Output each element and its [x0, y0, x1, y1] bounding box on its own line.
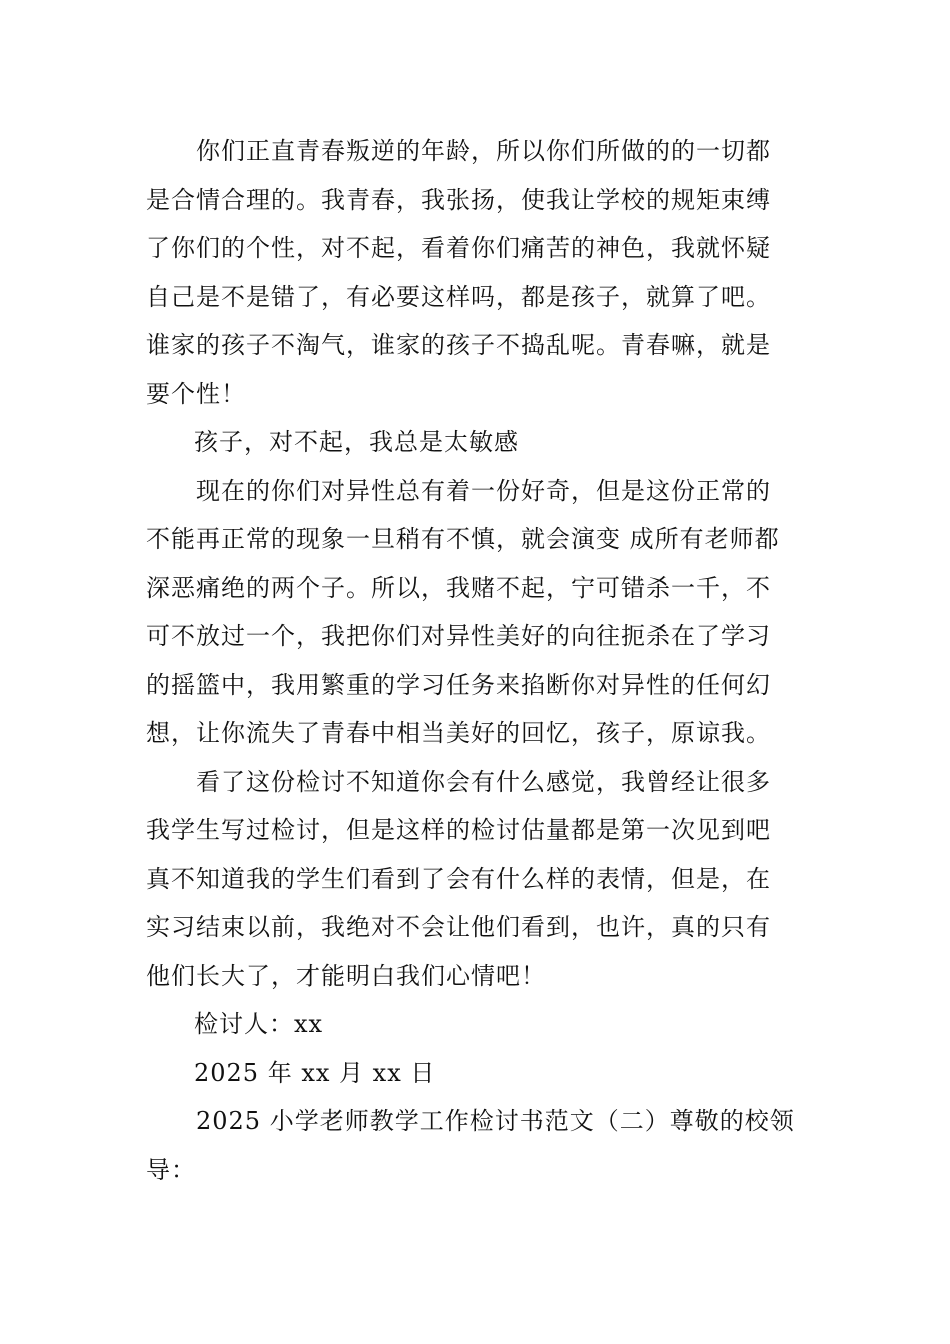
paragraph-line: 可不放过一个，我把你们对异性美好的向往扼杀在了学习	[146, 622, 771, 650]
paragraph-line: 真不知道我的学生们看到了会有什么样的表情，但是，在	[146, 864, 771, 893]
paragraph-line: 是合情合理的。我青春，我张扬，使我让学校的规矩束缚	[146, 185, 771, 214]
paragraph-line: 导：	[146, 1155, 196, 1184]
paragraph-line: 我学生写过检讨，但是这样的检讨估量都是第一次见到吧	[146, 816, 771, 844]
date-line: 2025 年 xx 月 xx 日	[194, 1058, 436, 1087]
document-body	[146, 127, 806, 1194]
paragraph-line: 要个性！	[146, 379, 246, 408]
signature-line: 检讨人：xx	[194, 1010, 324, 1038]
paragraph-line: 看了这份检讨不知道你会有什么感觉，我曾经让很多	[196, 767, 771, 796]
paragraph-line: 的摇篮中，我用繁重的学习任务来掐断你对异性的任何幻	[146, 670, 771, 699]
paragraph-line: 实习结束以前，我绝对不会让他们看到，也许，真的只有	[146, 913, 771, 941]
paragraph-line: 你们正直青春叛逆的年龄，所以你们所做的的一切都	[196, 137, 771, 165]
paragraph-line: 自己是不是错了，有必要这样吗，都是孩子，就算了吧。	[146, 282, 771, 311]
paragraph-line: 了你们的个性，对不起，看着你们痛苦的神色，我就怀疑	[146, 234, 771, 262]
paragraph-line: 深恶痛绝的两个子。所以，我赌不起，宁可错杀一千，不	[146, 573, 771, 602]
section-heading: 孩子，对不起，我总是太敏感	[194, 428, 519, 456]
paragraph-line: 现在的你们对异性总有着一份好奇，但是这份正常的	[196, 476, 771, 505]
paragraph-line: 想，让你流失了青春中相当美好的回忆，孩子，原谅我。	[146, 719, 771, 747]
paragraph-line: 他们长大了，才能明白我们心情吧！	[146, 961, 546, 990]
paragraph-line: 谁家的孩子不淘气，谁家的孩子不捣乱呢。青春嘛，就是	[146, 331, 771, 359]
paragraph-line: 2025 小学老师教学工作检讨书范文（二）尊敬的校领	[196, 1107, 795, 1135]
paragraph-line: 不能再正常的现象一旦稍有不慎，就会演变 成所有老师都	[146, 525, 780, 553]
